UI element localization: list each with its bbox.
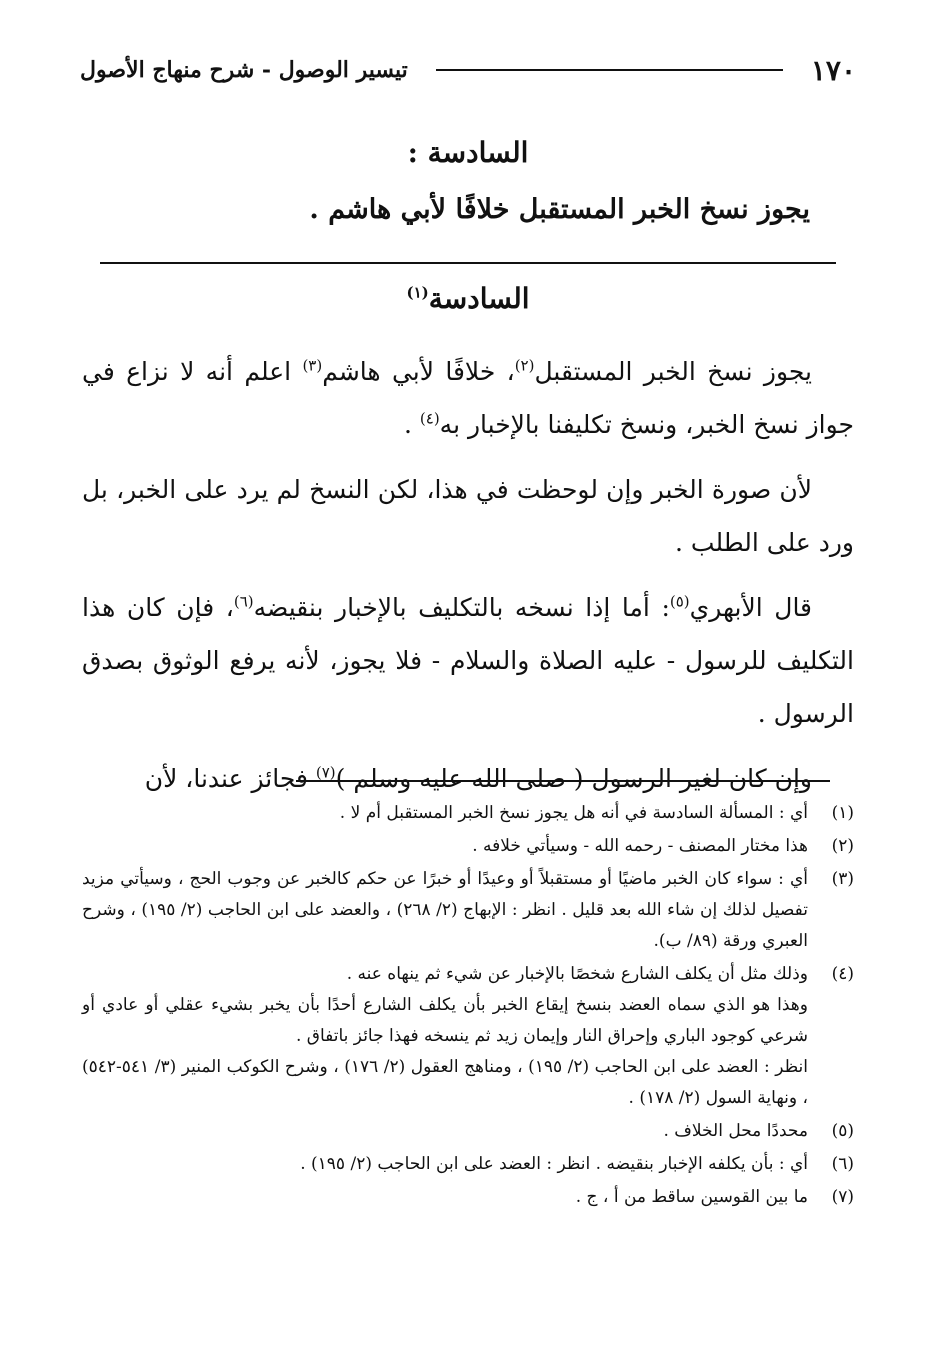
footnote bbox=[82, 1149, 854, 1180]
running-header bbox=[80, 50, 856, 90]
commentary-body bbox=[82, 345, 854, 817]
footnote bbox=[82, 1182, 854, 1213]
commentary-paragraph bbox=[82, 345, 854, 451]
footnote bbox=[82, 831, 854, 862]
footnotes bbox=[82, 798, 854, 1215]
footnote-line: محددًا محل الخلاف . bbox=[663, 1121, 808, 1141]
footnote-separator bbox=[296, 780, 830, 782]
matn-separator bbox=[100, 262, 836, 264]
footnote-body bbox=[82, 798, 808, 829]
header-rule bbox=[436, 69, 783, 71]
footnote-number: (٤) bbox=[831, 964, 854, 984]
footnote bbox=[82, 959, 854, 1114]
commentary-paragraph bbox=[82, 581, 854, 740]
matn-text: يجوز نسخ الخبر المستقبل خلافًا لأبي هاشم . bbox=[309, 194, 810, 225]
footnote-body bbox=[82, 864, 808, 957]
text-run: ، خلافًا لأبي هاشم bbox=[322, 357, 515, 386]
footnote-number: (٣) bbox=[831, 869, 854, 889]
book-title: تيسير الوصول - شرح منهاج الأصول bbox=[80, 57, 408, 83]
text-run: . bbox=[403, 410, 420, 439]
footnote-line: هذا مختار المصنف - رحمه الله - وسيأتي خلافه . bbox=[472, 836, 808, 856]
footnote-number: (٦) bbox=[831, 1154, 854, 1174]
footnote-body bbox=[82, 831, 808, 862]
matn-heading: السادسة : bbox=[407, 136, 529, 169]
footnote bbox=[82, 864, 854, 957]
footnote bbox=[82, 798, 854, 829]
page-number: ١٧٠ bbox=[810, 53, 856, 87]
footnote-ref: (٥) bbox=[669, 592, 690, 611]
text-run: فجائز عندنا، لأن bbox=[144, 764, 316, 793]
footnote-body bbox=[82, 1116, 808, 1147]
sharh-heading-text: السادسة bbox=[428, 282, 530, 315]
text-run: قال الأبهري bbox=[689, 593, 813, 622]
footnote-ref: (٢) bbox=[514, 356, 535, 375]
footnote-number: (٥) bbox=[831, 1121, 854, 1141]
text-run: لأن صورة الخبر وإن لوحظت في هذا، لكن النسخ لم يرد على الخبر، بل ورد على الطلب . bbox=[82, 475, 854, 557]
footnote-ref: (٣) bbox=[302, 356, 323, 375]
footnote-number: (٢) bbox=[831, 836, 854, 856]
footnote-body bbox=[82, 1149, 808, 1180]
footnote-line: أي : سواء كان الخبر ماضيًا أو مستقبلاً أو وعيدًا أو خبرًا عن حكم كالخبر عن وجوب الحج ، وسيأتي مزيد تفصيل لذلك إن شاء الله بعد قليل . انظر : الإبهاج (٢/ ٢٦٨) ، والعضد على ابن الحاجب (٢/ ١٩٥) ، وشرح العبري ورقة (٨٩/ ب). bbox=[82, 869, 808, 951]
footnote-ref: (١) bbox=[406, 283, 429, 302]
text-run: اعلم أنه لا نزاع في جواز نسخ الخبر، ونسخ تكليفنا بالإخبار به bbox=[82, 357, 854, 439]
text-run: يجوز نسخ الخبر المستقبل bbox=[534, 357, 812, 386]
footnote-body bbox=[82, 959, 808, 1114]
text-run: : أما إذا نسخه بالتكليف بالإخبار بنقيضه bbox=[253, 593, 670, 622]
text-run: وإن كان لغير الرسول ( صلى الله عليه وسلم ) bbox=[335, 764, 812, 793]
footnote-line: أي : بأن يكلفه الإخبار بنقيضه . انظر : العضد على ابن الحاجب (٢/ ١٩٥) . bbox=[300, 1154, 808, 1174]
footnote-number: (١) bbox=[831, 803, 854, 823]
text-run: ، فإن كان هذا التكليف للرسول - عليه الصلاة والسلام - فلا يجوز، لأنه يرفع الوثوق بصدق الرسول . bbox=[82, 593, 854, 728]
footnote-number: (٧) bbox=[831, 1187, 854, 1207]
footnote-ref: (٦) bbox=[233, 592, 254, 611]
footnote-ref: (٧) bbox=[315, 763, 336, 782]
footnote bbox=[82, 1116, 854, 1147]
commentary-paragraph bbox=[82, 463, 854, 569]
footnote-line: وذلك مثل أن يكلف الشارع شخصًا بالإخبار عن شيء ثم ينهاه عنه . bbox=[346, 964, 808, 984]
footnote-line: وهذا هو الذي سماه العضد بنسخ إيقاع الخبر بأن يكلف الشارع أحدًا بأن يخبر بشيء عقلي أو عادي أو شرعي كوجود الباري وإحراق النار وإيمان زيد ثم ينسخه فهذا جائز باتفاق . bbox=[82, 995, 808, 1046]
sharh-heading bbox=[0, 282, 936, 315]
footnote-line: أي : المسألة السادسة في أنه هل يجوز نسخ الخبر المستقبل أم لا . bbox=[339, 803, 808, 823]
footnote-line: ما بين القوسين ساقط من أ ، ج . bbox=[575, 1187, 808, 1207]
footnote-ref: (٤) bbox=[419, 409, 440, 428]
footnote-body bbox=[82, 1182, 808, 1213]
footnote-line: انظر : العضد على ابن الحاجب (٢/ ١٩٥) ، ومناهج العقول (٢/ ١٧٦) ، وشرح الكوكب المنير (٣/ ٥٤١-٥٤٢) ، ونهاية السول (٢/ ١٧٨) . bbox=[82, 1057, 809, 1108]
